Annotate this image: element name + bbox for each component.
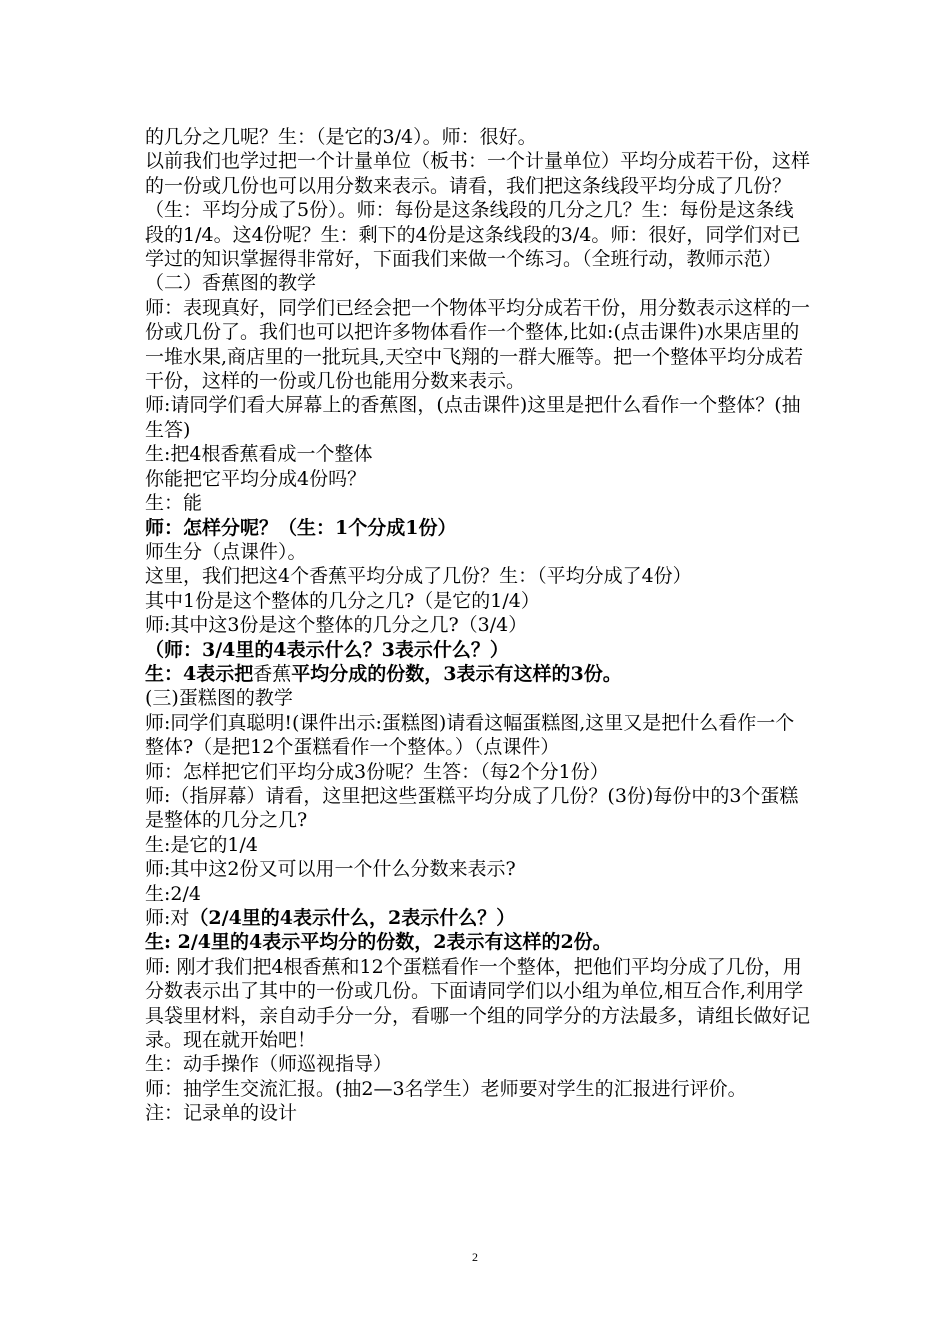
paragraph-bold: 生: 2/4里的4表示平均分的份数，2表示有这样的2份。 [145, 931, 612, 954]
paragraph-mixed [145, 662, 810, 686]
bold-run: （2/4里的4表示什么，2表示什么？） [189, 907, 516, 929]
paragraph: 生：能 [145, 492, 203, 515]
paragraph: 师:其中这2份又可以用一个什么分数来表示? [145, 858, 516, 881]
paragraph: 师: 刚才我们把4根香蕉和12个蛋糕看作一个整体，把他们平均分成了几份，用分数表示出了其中的一份或几份。下面请同学们以小组为单位,相互合作,利用学具袋里材料，亲自动手分一分，看哪一个组的同学分的方法最多，请组长做好记录。现在就开始吧！ [145, 955, 811, 1052]
section-heading-banana: （二）香蕉图的教学 [145, 272, 317, 295]
paragraph: 其中1份是这个整体的几分之几?（是它的1/4） [145, 589, 540, 612]
paragraph: 师:同学们真聪明!(课件出示:蛋糕图)请看这幅蛋糕图,这里又是把什么看作一个整体?（是把12个蛋糕看作一个整体。）（点课件） [145, 711, 795, 759]
bold-run: 生：4表示把 [145, 662, 254, 685]
paragraph: 注：记录单的设计 [145, 1102, 298, 1125]
paragraph: 师：表现真好，同学们已经会把一个物体平均分成若干份，用分数表示这样的一份或几份了。我们也可以把许多物体看作一个整体,比如:(点击课件)水果店里的一堆水果,商店里的一批玩具,天空中飞翔的一群大雁等。把一个整体平均分成若干份，这样的一份或几份也能用分数来表示。 [145, 296, 811, 393]
plain-run: 师:对 [145, 907, 190, 929]
paragraph: 生:是它的1/4 [145, 833, 258, 856]
paragraph: 生:2/4 [145, 882, 201, 905]
paragraph: 师：怎样把它们平均分成3份呢？生答：（每2个分1份） [145, 760, 609, 783]
paragraph: 师:（指屏幕）请看，这里把这些蛋糕平均分成了几份？(3份)每份中的3个蛋糕是整体的几分之几? [145, 784, 799, 832]
paragraph: 师生分（点课件）。 [145, 540, 307, 563]
paragraph: 生：动手操作（师巡视指导） [145, 1053, 393, 1076]
paragraph-bold: 师：怎样分呢？（生：1个分成1份） [145, 516, 457, 539]
paragraph: 这里，我们把这4个香蕉平均分成了几份？生：（平均分成了4份） [145, 565, 692, 588]
paragraph: 生:把4根香蕉看成一个整体 [145, 443, 373, 466]
paragraph-bold: （师：3/4里的4表示什么？3表示什么？） [145, 638, 509, 661]
paragraph: 以前我们也学过把一个计量单位（板书：一个计量单位）平均分成若干份，这样的一份或几份也可以用分数来表示。请看，我们把这条线段平均分成了几份？（生：平均分成了5份）。师：每份是这条线段的几分之几？生：每份是这条线段的1/4。这4份呢？生：剩下的4份是这条线段的3/4。师：很好，同学们对已学过的知识掌握得非常好，下面我们来做一个练习。（全班行动，教师示范） [145, 150, 811, 271]
section-heading-cake: (三)蛋糕图的教学 [145, 687, 293, 710]
paragraph: 师:请同学们看大屏幕上的香蕉图，(点击课件)这里是把什么看作一个整体？(抽生答) [145, 394, 801, 441]
paragraph: 你能把它平均分成4份吗？ [145, 467, 367, 490]
paragraph: 师:其中这3份是这个整体的几分之几?（3/4） [145, 614, 528, 637]
paragraph: 的几分之几呢？生：（是它的3/4）。师：很好。 [145, 126, 537, 148]
page-number: 2 [472, 1250, 478, 1264]
paragraph-mixed [145, 906, 810, 930]
plain-run: 香蕉 [253, 662, 292, 685]
document-body [145, 125, 810, 1126]
paragraph: 师：抽学生交流汇报。(抽2—3名学生）老师要对学生的汇报进行评价。 [145, 1077, 747, 1100]
bold-run: 平均分成的份数，3表示有这样的3份。 [291, 662, 622, 685]
